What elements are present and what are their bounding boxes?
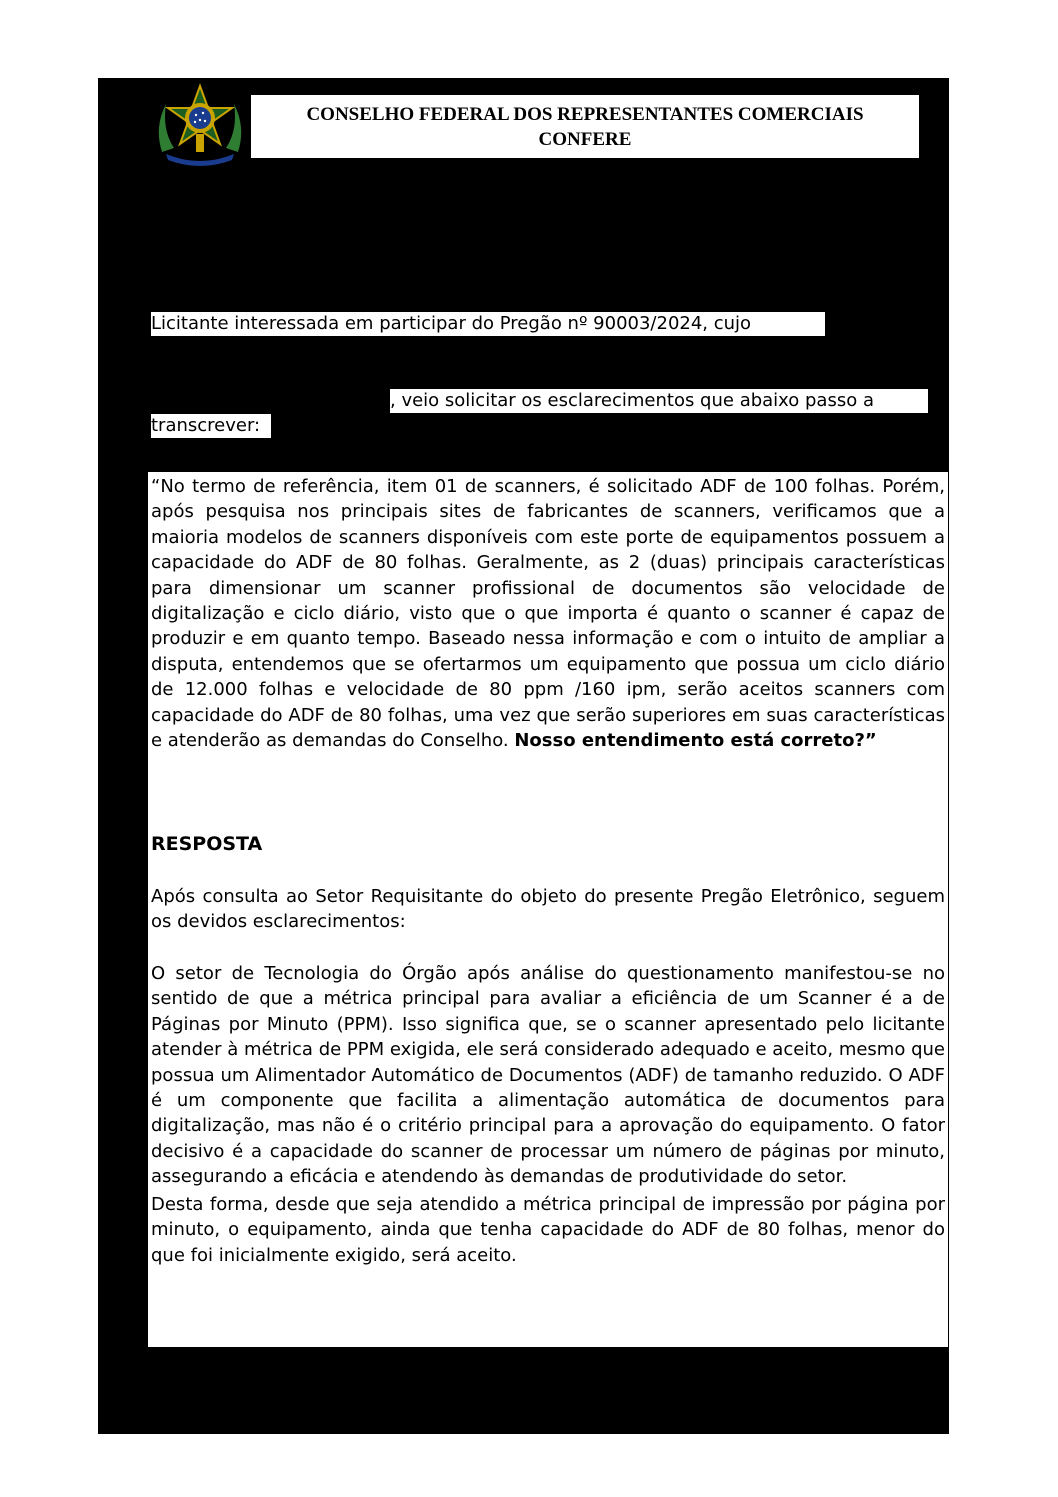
response-heading: RESPOSTA xyxy=(151,833,263,855)
intro-line-1: Licitante interessada em participar do Pregão nº 90003/2024, cujo xyxy=(151,312,825,336)
question-paragraph xyxy=(151,474,945,753)
response-paragraph-2: O setor de Tecnologia do Órgão após análise do questionamento manifestou-se no sentido de que a métrica principal para avaliar a eficiência de um Scanner é a de Páginas por Minuto (PPM). Isso significa que, se o scanner apresentado pelo licitante atender à métrica de PPM exigida, ele será considerado adequado e aceito, mesmo que possua um Alimentador Automático de Documentos (ADF) de tamanho reduzido. O ADF é um componente que facilita a alimentação automática de documentos para digitalização, mas não é o critério principal para a aprovação do equipamento. O fator decisivo é a capacidade do scanner de processar um número de páginas por minuto, assegurando a eficácia e atendendo às demandas de produtividade do setor. xyxy=(151,963,945,1188)
intro-line-2: , veio solicitar os esclarecimentos que abaixo passo a xyxy=(390,389,928,413)
question-bold: Nosso entendimento está correto?” xyxy=(514,730,877,752)
response-paragraph-1: Após consulta ao Setor Requisitante do objeto do presente Pregão Eletrônico, seguem os devidos esclarecimentos: xyxy=(151,886,945,933)
intro-line-3: transcrever: xyxy=(151,414,271,438)
institution-header xyxy=(251,95,919,158)
brazil-coat-of-arms-icon xyxy=(152,82,248,168)
question-text: “No termo de referência, item 01 de scanners, é solicitado ADF de 100 folhas. Porém, após pesquisa nos principais sites de fabricantes de scanners, verificamos que a maioria modelos de scanners disponíveis com este porte de equipamentos possuem a capacidade do ADF de 80 folhas. Geralmente, as 2 (duas) principais características para dimensionar um scanner profissional de documentos são velocidade de digitalização e ciclo diário, visto que o que importa é quanto o scanner é capaz de produzir e em quanto tempo. Baseado nessa informação e com o intuito de ampliar a disputa, entendemos que se ofertarmos um equipamento que possua um ciclo diário de 12.000 folhas e velocidade de 80 ppm /160 ipm, serão aceitos scanners com capacidade do ADF de 80 folhas, uma vez que serão superiores em suas características e atenderão as demandas do Conselho. xyxy=(151,476,945,752)
header-subtitle: CONFERE xyxy=(538,129,632,150)
response-paragraph-3: Desta forma, desde que seja atendido a métrica principal de impressão por página por minuto, o equipamento, ainda que tenha capacidade do ADF de 80 folhas, menor do que foi inicialmente exigido, será aceito. xyxy=(151,1194,945,1266)
header-title: CONSELHO FEDERAL DOS REPRESENTANTES COMERCIAIS xyxy=(306,104,864,125)
